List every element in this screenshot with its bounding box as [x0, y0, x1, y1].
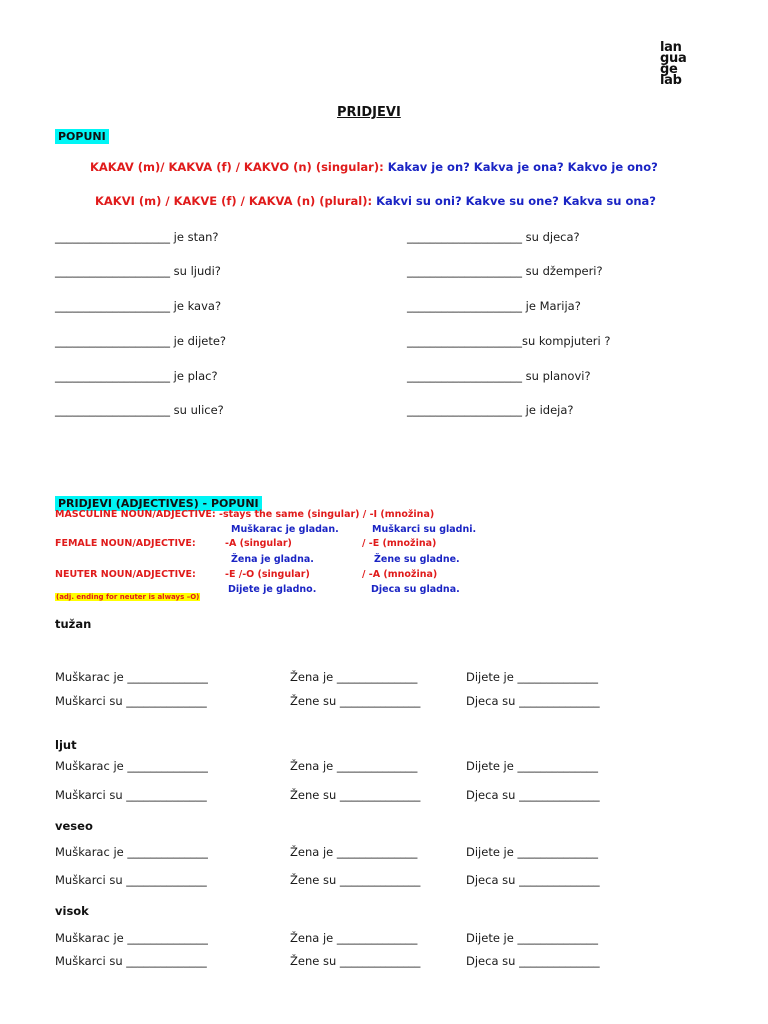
- fill-item[interactable]: ____________________ su džemperi?: [407, 264, 603, 278]
- rule-singular-forms: KAKAV (m)/ KAKVA (f) / KAKVO (n) (singular):: [90, 160, 384, 174]
- exercise-blank[interactable]: Muškarac je ______________: [55, 845, 208, 859]
- exercise-blank[interactable]: Žena je ______________: [290, 670, 418, 684]
- masculine-example-singular: Muškarac je gladan.: [231, 524, 339, 535]
- neuter-note: [55, 584, 200, 603]
- rule-plural-examples: Kakvi su oni? Kakve su one? Kakva su ona?: [376, 194, 656, 208]
- exercise-blank[interactable]: Muškarci su ______________: [55, 788, 207, 802]
- exercise-blank[interactable]: Žena je ______________: [290, 845, 418, 859]
- fill-item[interactable]: ____________________ je plac?: [55, 369, 218, 383]
- neuter-example-singular: Dijete je gladno.: [228, 584, 317, 595]
- logo-line: lan: [660, 40, 682, 55]
- exercise-blank[interactable]: Dijete je ______________: [466, 759, 598, 773]
- exercise-blank[interactable]: Žene su ______________: [290, 694, 421, 708]
- female-rule-plural: / -E (množina): [362, 538, 437, 549]
- fill-item[interactable]: ____________________ su ulice?: [55, 403, 224, 417]
- exercise-blank[interactable]: Žene su ______________: [290, 873, 421, 887]
- female-label: FEMALE NOUN/ADJECTIVE:: [55, 538, 196, 549]
- exercise-blank[interactable]: Djeca su ______________: [466, 873, 600, 887]
- masculine-label: [55, 509, 434, 520]
- exercise-blank[interactable]: Muškarci su ______________: [55, 873, 207, 887]
- exercise-blank[interactable]: Dijete je ______________: [466, 670, 598, 684]
- masculine-label-text: MASCULINE NOUN/ADJECTIVE:: [55, 509, 216, 520]
- exercise-blank[interactable]: Muškarac je ______________: [55, 759, 208, 773]
- exercise-blank[interactable]: Dijete je ______________: [466, 845, 598, 859]
- exercise-blank[interactable]: Žena je ______________: [290, 931, 418, 945]
- languagelab-logo: [660, 42, 700, 86]
- fill-item[interactable]: ____________________ je kava?: [55, 299, 222, 313]
- rule-plural: [95, 194, 656, 208]
- masculine-rule: -stays the same (singular) / -I (množina): [219, 509, 435, 520]
- exercise-blank[interactable]: Muškarac je ______________: [55, 670, 208, 684]
- neuter-rule-singular: -E /-O (singular): [225, 569, 310, 580]
- fill-item[interactable]: ____________________ je stan?: [55, 230, 219, 244]
- rule-singular: [90, 160, 658, 174]
- fill-item[interactable]: ____________________ je dijete?: [55, 334, 227, 348]
- neuter-note-text: (adj. ending for neuter is always –O): [56, 593, 200, 601]
- exercise-blank[interactable]: Žene su ______________: [290, 954, 421, 968]
- exercise-word: visok: [55, 904, 89, 918]
- neuter-example-plural: Djeca su gladna.: [371, 584, 460, 595]
- exercise-blank[interactable]: Dijete je ______________: [466, 931, 598, 945]
- logo-line: gua: [660, 51, 687, 66]
- fill-item[interactable]: ____________________ su planovi?: [407, 369, 591, 383]
- exercise-blank[interactable]: Djeca su ______________: [466, 694, 600, 708]
- exercise-word: ljut: [55, 738, 77, 752]
- logo-line: ge: [660, 62, 678, 77]
- female-rule-singular: -A (singular): [225, 538, 292, 549]
- fill-item[interactable]: ____________________ je ideja?: [407, 403, 574, 417]
- fill-item[interactable]: ____________________su kompjuteri ?: [407, 334, 611, 348]
- fill-item[interactable]: ____________________ su ljudi?: [55, 264, 221, 278]
- fill-item[interactable]: ____________________ su djeca?: [407, 230, 580, 244]
- female-example-singular: Žena je gladna.: [231, 554, 314, 565]
- exercise-blank[interactable]: Djeca su ______________: [466, 788, 600, 802]
- rule-plural-forms: KAKVI (m) / KAKVE (f) / KAKVA (n) (plural):: [95, 194, 373, 208]
- fill-item[interactable]: ____________________ je Marija?: [407, 299, 581, 313]
- exercise-blank[interactable]: Žena je ______________: [290, 759, 418, 773]
- female-example-plural: Žene su gladne.: [374, 554, 460, 565]
- section-label-text: PRIDJEVI (ADJECTIVES) - POPUNI: [55, 496, 262, 511]
- exercise-blank[interactable]: Muškarci su ______________: [55, 694, 207, 708]
- page-title: PRIDJEVI: [337, 105, 401, 120]
- neuter-rule-plural: / -A (množina): [362, 569, 438, 580]
- masculine-example-plural: Muškarci su gladni.: [372, 524, 477, 535]
- exercise-blank[interactable]: Djeca su ______________: [466, 954, 600, 968]
- section-label-popuni: [55, 125, 109, 144]
- exercise-blank[interactable]: Muškarac je ______________: [55, 931, 208, 945]
- section-label-text: POPUNI: [55, 129, 109, 144]
- exercise-blank[interactable]: Žene su ______________: [290, 788, 421, 802]
- logo-line: lab: [660, 73, 682, 88]
- exercise-word: veseo: [55, 819, 93, 833]
- exercise-word: tužan: [55, 617, 92, 631]
- neuter-label: NEUTER NOUN/ADJECTIVE:: [55, 569, 196, 580]
- rule-singular-examples: Kakav je on? Kakva je ona? Kakvo je ono?: [387, 160, 658, 174]
- exercise-blank[interactable]: Muškarci su ______________: [55, 954, 207, 968]
